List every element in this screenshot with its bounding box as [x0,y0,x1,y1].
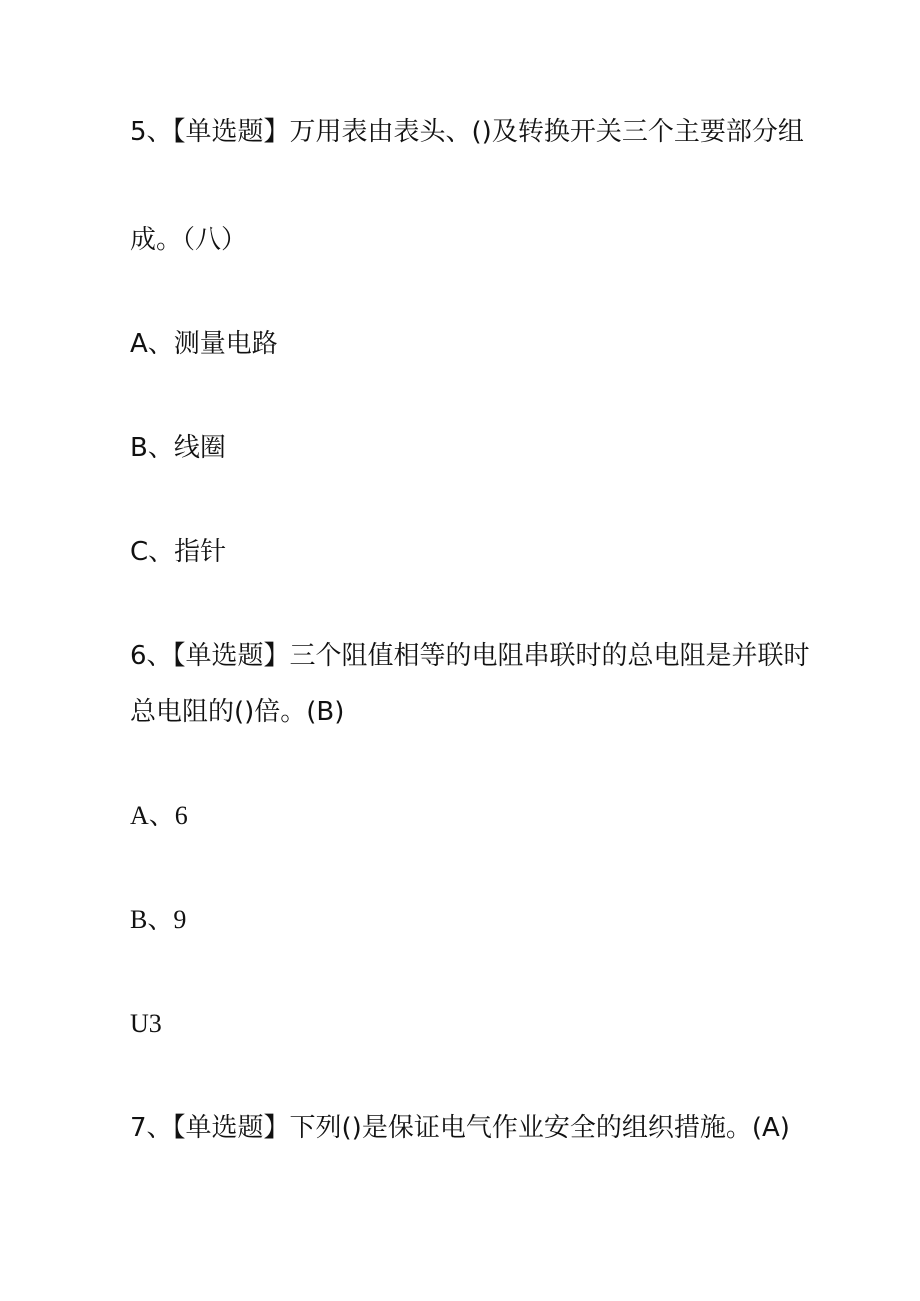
question-7-text-line-1: 7、【单选题】下列()是保证电气作业安全的组织措施。(A) [130,1113,790,1143]
question-6-text-line-2: 总电阻的()倍。(B) [130,697,345,727]
question-5-text-line-1: 5、【单选题】万用表由表头、()及转换开关三个主要部分组 [130,117,804,147]
question-5-option-b: B、线圈 [130,433,226,463]
question-5-option-c: C、指针 [130,537,227,567]
question-6-text-line-1: 6、【单选题】三个阻值相等的电阻串联时的总电阻是并联时 [130,641,810,671]
question-5-text-line-2: 成。（八） [130,225,248,255]
question-5-option-a: A、测量电路 [130,329,278,359]
question-6-option-b: B、9 [130,905,187,934]
question-6-option-a: A、6 [130,801,188,830]
question-6-option-c: U3 [130,1009,162,1038]
